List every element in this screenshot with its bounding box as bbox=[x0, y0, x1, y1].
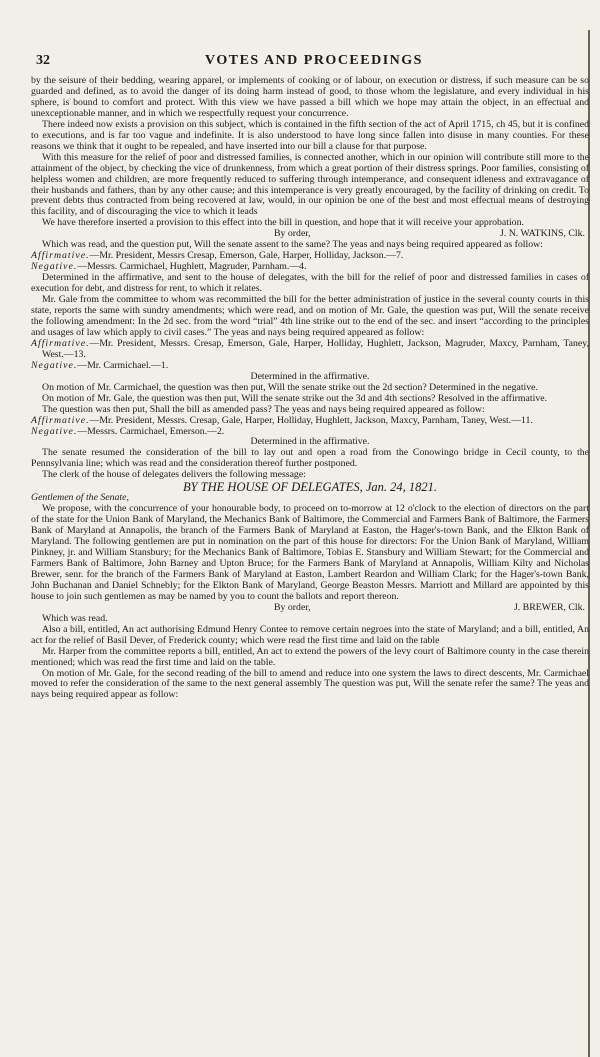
paragraph: We propose, with the concurrence of your honourable body, to proceed on to-morrow at 12 o'clock to the election of directors on the part of the state for the Union Bank of Maryland, the Mechanics Bank of Baltimore, the Commercial and Farmers Bank of Baltimore, the Farmers Bank of Maryland at Annapolis, the branch of the Farmers Bank of Maryland at Easton, the Hager's-town Bank, and the Elkton Bank of Maryland. The following gentlemen are put in nomination on the part of this house for directors: For the Union Bank of Maryland, William Pinkney, jr. and William Stansbury; for the Mechanics Bank of Baltimore, Tobias E. Stansbury and William Stewart; for the Commercial and Farmers Bank of Baltimore, John Barney and Upton Bruce; for the Farmers Bank of Maryland at Annapolis, William Kilty and Nicholas Brewer, senr. for the branch of the Farmers Bank of Maryland at Easton, Lambert Reardon and William Clark; for the Hager's-town Bank, John Buchanan and Daniel Schnebly; for the Elkton Bank of Maryland, George Beaston Messrs. Marriott and Millard are appointed by this house to join such gentlemen as may be named by you to count the ballots and report thereon. bbox=[31, 503, 589, 602]
paragraph: With this measure for the relief of poor and distressed families, is connected another, which in our opinion will contribute still more to the attainment of the object, by checking the vice of drunkenness, from which a great portion of their distress springs. Poor families, consisting of helpless women and children, are more frequently reduced to suffering through intemperance, and consequent idleness and extravagance of their husbands and fathers, than by any other cause; and this intemperance is very greatly encouraged, by the facility of drinking on credit. To prevent debts thus contracted from being recovered at law, would, in our opinion be one of the best and most effectual means of destroying this facility, and of discouraging the vice to which it leads bbox=[31, 151, 589, 218]
signature-line bbox=[31, 603, 589, 614]
negative-label: Negative. bbox=[31, 359, 78, 371]
negative-label: Negative. bbox=[31, 261, 78, 273]
signature-clerk: J. N. WATKINS, Clk. bbox=[499, 228, 585, 240]
paragraph: We have therefore inserted a provision to this effect into the bill in question, and hope that it will receive your approbation. bbox=[42, 217, 524, 229]
paragraph: Which was read. bbox=[42, 612, 108, 624]
determination: Determined in the affirmative. bbox=[250, 370, 370, 382]
signature-clerk: J. BREWER, Clk. bbox=[513, 601, 585, 613]
paragraph: by the seisure of their bedding, wearing apparel, or implements of cooking or of labour, on execution or distress, if such measure can be so guarded and defined, as to avoid the danger of its doing harm instead of good, to those whom the legislature, and every individual in his sphere, is bound to comfort and protect. With this view we have passed a bill which we hope may attain the object, in an effectual and unexceptionable manner, and in which we respectfully request your concurrence. bbox=[31, 75, 589, 119]
page-number: 32 bbox=[36, 53, 50, 68]
running-header bbox=[36, 53, 592, 74]
page-title: VOTES AND PROCEEDINGS bbox=[205, 53, 423, 68]
house-message-heading: BY THE HOUSE OF DELEGATES, Jan. 24, 1821. bbox=[182, 480, 438, 495]
body-text bbox=[31, 76, 589, 701]
paragraph: Also a bill, entitled, An act authorising Edmund Henry Contee to remove certain negroes into the state of Maryland; and a bill, entitled, An act for the relief of Basil Dever, of Frederick county; which were read the first time and laid on the table bbox=[31, 623, 589, 646]
paragraph: Determined in the affirmative, and sent to the house of delegates, with the bill for the relief of poor and distressed families in cases of execution for debt, and distress for rent, to which it relates. bbox=[31, 272, 589, 295]
vote-names: —Mr. President, Messrs. Cresap, Gale, Harper, Holliday, Hughlett, Jackson, Maxcy, Parnham, Taney, West.—11. bbox=[89, 414, 533, 426]
paragraph: Which was read, and the question put, Will the senate assent to the same? The yeas and nays being required appeared as follow: bbox=[42, 239, 543, 251]
vote-names: —Mr. Carmichael.—1. bbox=[77, 359, 169, 371]
signature-by-order: By order, bbox=[274, 228, 311, 240]
negative-label: Negative. bbox=[31, 425, 78, 437]
paragraph: Mr. Harper from the committee reports a bill, entitled, An act to extend the powers of the levy court of Baltimore county in the case therein mentioned; which was read the first time and laid on the table. bbox=[31, 645, 589, 668]
vote-names: —Messrs. Carmichael, Emerson.—2. bbox=[77, 425, 225, 437]
paragraph: The clerk of the house of delegates delivers the following message: bbox=[42, 469, 306, 481]
determination: Determined in the affirmative. bbox=[250, 436, 370, 448]
affirmative-label: Affirmative. bbox=[31, 337, 90, 349]
affirmative-label: Affirmative. bbox=[31, 414, 90, 426]
paragraph: On motion of Mr. Gale, for the second reading of the bill to amend and reduce into one system the laws to direct descents, Mr. Carmichael moved to refer the consideration of the same to the next general assembly The question was put, Will the senate refer the same? The yeas and nays being required appear as follow: bbox=[31, 667, 589, 701]
signature-by-order: By order, bbox=[274, 601, 311, 613]
paragraph: Mr. Gale from the committee to whom was recommitted the bill for the better administration of justice in the several county courts in this state, reports the same with sundry amendments; which were read, and on motion of Mr. Gale, the question was put, Will the senate receive the following amendment: In the 2d sec. from the word “trial” 4th line strike out to the end of the sec. and insert “according to the principles and usages of law which apply to civil cases.” The yeas and nays being required appeared as follow: bbox=[31, 294, 589, 338]
paragraph: On motion of Mr. Carmichael, the question was then put, Will the senate strike out the 2d section? Determined in the negative. bbox=[42, 381, 538, 393]
paragraph: The senate resumed the consideration of the bill to lay out and open a road from the Conowingo bridge in Cecil county, to the Pennsylvania line; which was read and the consideration thereof further postponed. bbox=[31, 447, 589, 470]
vote-affirmative bbox=[31, 339, 589, 361]
vote-names: —Messrs. Carmichael, Hughlett, Magruder, Parnham.—4. bbox=[77, 261, 307, 273]
paragraph: On motion of Mr. Gale, the question was then put, Will the senate strike out the 3d and 4th sections? Resolved in the affirmative. bbox=[42, 392, 548, 404]
vote-names: —Mr. President, Messrs. Cresap, Emerson, Gale, Harper, Holliday, Hughlett, Jackson, Magruder, Maxcy, Parnham, Taney, West.—13. bbox=[42, 337, 589, 360]
paragraph: The question was then put, Shall the bill as amended pass? The yeas and nays being required appeared as follow: bbox=[42, 403, 485, 415]
salutation: Gentlemen of the Senate, bbox=[31, 492, 129, 504]
vote-names: —Mr. President, Messrs Cresap, Emerson, Gale, Harper, Holliday, Jackson.—7. bbox=[89, 250, 404, 262]
affirmative-label: Affirmative. bbox=[31, 250, 90, 262]
paragraph: There indeed now exists a provision on this subject, which is contained in the fifth section of the act of April 1715, ch 45, but it is confined to executions, and is far too vague and indefinite. It is also understood to have long since fallen into disuse in many counties. For these reasons we think that it ought to be repealed, and have inserted into our bill a clause for that purpose. bbox=[31, 118, 589, 152]
